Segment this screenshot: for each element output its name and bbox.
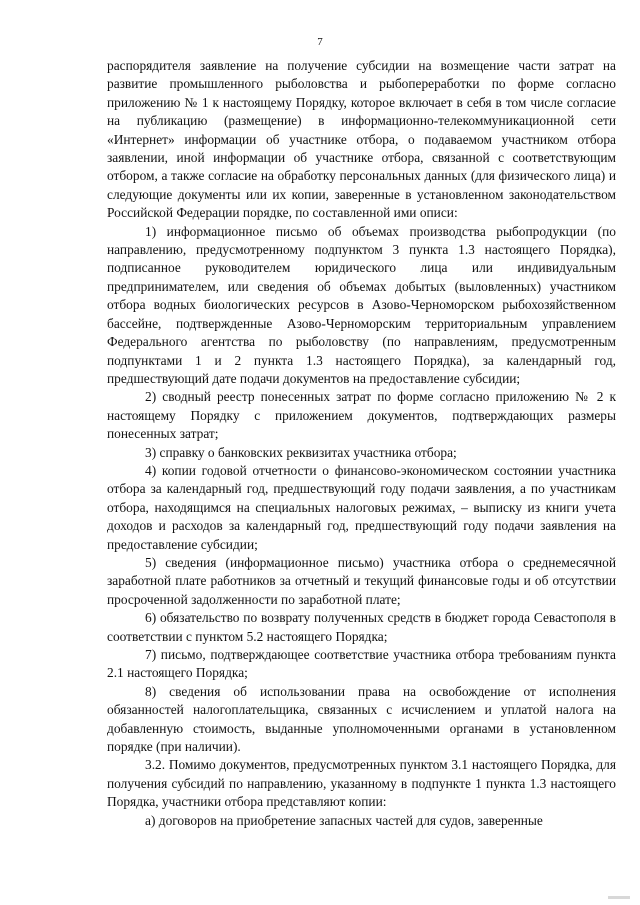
document-body (107, 57, 616, 830)
paragraph-section-3-2: 3.2. Помимо документов, предусмотренных пунктом 3.1 настоящего Порядка, для получения субсидий по направлению, указанному в подпункте 1 пункта 1.3 настоящего Порядка, участники отбора представляют копии: (107, 757, 616, 810)
paragraph-item-7: 7) письмо, подтверждающее соответствие участника отбора требованиям пункта 2.1 настоящего Порядка; (107, 647, 616, 681)
scan-artifact (608, 896, 630, 899)
paragraph-item-6: 6) обязательство по возврату полученных средств в бюджет города Севастополя в соответствии с пунктом 5.2 настоящего Порядка; (107, 610, 616, 644)
paragraph-item-2: 2) сводный реестр понесенных затрат по форме согласно приложению № 2 к настоящему Порядку с приложением документов, подтверждающих размеры понесенных затрат; (107, 389, 616, 442)
paragraph-item-5: 5) сведения (информационное письмо) участника отбора о среднемесячной заработной плате работников за отчетный и текущий финансовые годы и об отсутствии просроченной задолженности по заработной плате; (107, 554, 616, 607)
paragraph-item-a: а) договоров на приобретение запасных частей для судов, заверенные (145, 812, 543, 828)
paragraph-item-4: 4) копии годовой отчетности о финансово-экономическом состоянии участника отбора за календарный год, предшествующий году подачи заявления, а по участникам отбора, находящимся на специальных налоговых режимах, – выписку из книги учета доходов и расходов за календарный год, предшествующий году подачи заявления на предоставление субсидии; (107, 462, 616, 552)
paragraph-item-3: 3) справку о банковских реквизитах участника отбора; (145, 444, 457, 460)
paragraph-item-1: 1) информационное письмо об объемах производства рыбопродукции (по направлению, предусмотренному подпунктом 3 пункта 1.3 настоящего Порядка), подписанное руководителем юридического лица или индивидуальным предпринимателем, или сведения об объемах добытых (выловленных) участником отбора водных биологических ресурсов в Азово-Черноморском рыбохозяйственном бассейне, подтвержденные Азово-Черноморским территориальным управлением Федерального агентства по рыболовству (по направлениям, предусмотренным подпунктами 1 и 2 пункта 1.3 настоящего Порядка), за календарный год, предшествующий дате подачи документов на предоставление субсидии; (107, 223, 616, 386)
paragraph-item-8: 8) сведения об использовании права на освобождение от исполнения обязанностей налогоплательщика, связанных с исчислением и уплатой налога на добавленную стоимость, выданные уполномоченными органами в установленном порядке (при наличии). (107, 683, 616, 755)
page-number: 7 (317, 36, 323, 48)
paragraph-continuation: распорядителя заявление на получение субсидии на возмещение части затрат на развитие промышленного рыболовства и рыбопереработки по форме согласно приложению № 1 к настоящему Порядку, которое включает в себя в том числе согласие на публикацию (размещение) в информационно-телекоммуникационной сети «Интернет» информации об участнике отбора, о подаваемом участником отбора заявлении, иной информации об участнике отбора, связанной с соответствующим отбором, а также согласие на обработку персональных данных (для физического лица) и следующие документы или их копии, заверенные в установленном законодательством Российской Федерации порядке, по составленной ими описи: (107, 58, 616, 221)
